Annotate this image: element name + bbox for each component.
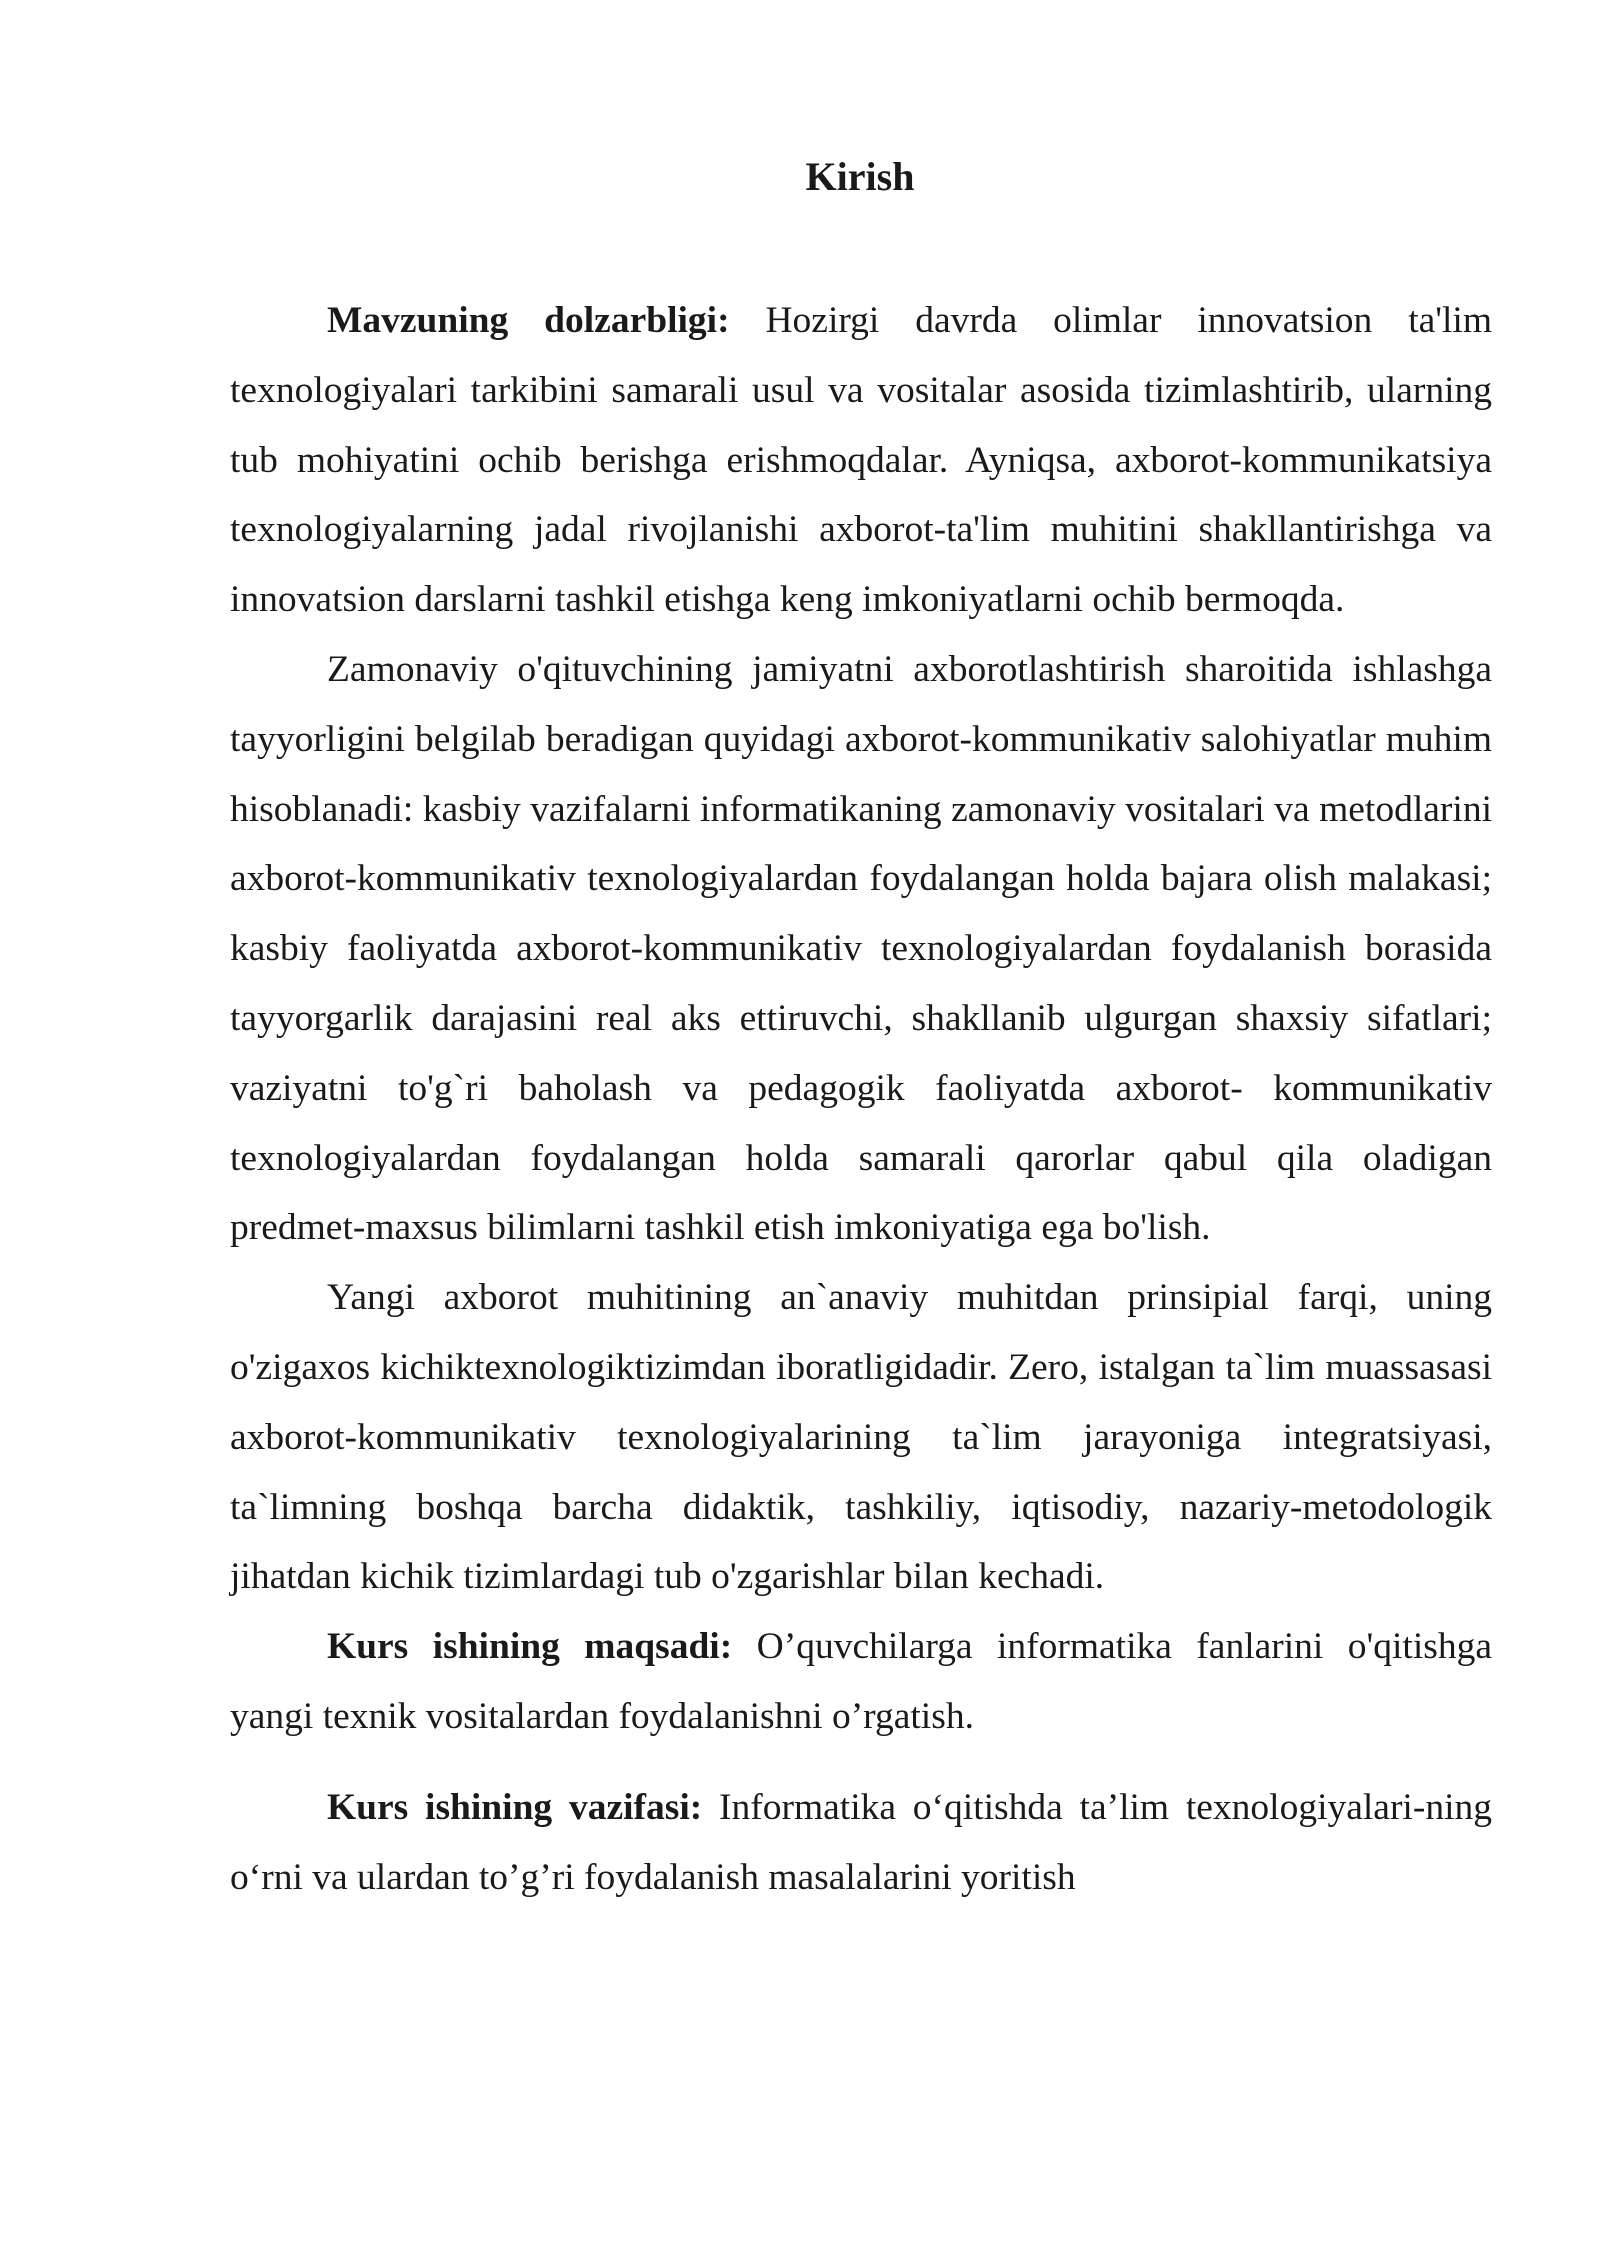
paragraph-lead: Mavzuning dolzarbligi: (327, 300, 730, 341)
paragraph-lead: Kurs ishining maqsadi: (327, 1626, 733, 1668)
paragraph-text: Informatika o‘qitishda ta’lim texnologiyalari-ning o‘rni va ulardan to’g’ri foydalanish masalalarini yoritish (230, 1786, 1493, 1898)
paragraph-text: Zamonaviy o'qituvchining jamiyatni axborotlashtirish sharoitida ishlashga tayyorligini belgilab beradigan quyidagi axborot-kommunikativ salohiyatlar muhim hisoblanadi: kasbiy vazifalarni informatikaning zamonaviy vositalari va metodlarini axborot-kommunikativ texnologiyalardan foydalangan holda bajara olish malakasi; kasbiy faoliyatda axborot-kommunikativ texnologiyalardan foydalanish borasida tayyorgarlik darajasini real aks ettiruvchi, shakllanib ulgurgan shaxsiy sifatlari; vaziyatni to'g`ri baholash va pedagogik faoliyatda axborot- kommunikativ texnologiyalardan foydalangan holda samarali qarorlar qabul qila oladigan predmet-maxsus bilimlarni tashkil etish imkoniyatiga ega bo'lish. (230, 648, 1492, 1249)
page-title: Kirish (805, 154, 915, 199)
paragraph-information-environment (230, 1263, 1492, 1612)
paragraph-course-task (230, 1773, 1492, 1913)
paragraph-text: Hozirgi davrda olimlar innovatsion ta'lim texnologiyalari tarkibini samarali usul va vositalar asosida tizimlashtirib, ularning tub mohiyatini ochib berishga erishmoqdalar. Ayniqsa, axborot-kommunikatsiya texnologiyalarning jadal rivojlanishi axborot-ta'lim muhitini shakllantirishga va innovatsion darslarni tashkil etishga keng imkoniyatlarni ochib bermoqda. (230, 300, 1493, 621)
paragraph-text: O’quvchilarga informatika fanlarini o'qitishga yangi texnik vositalardan foydalanishni o’rgatish. (230, 1626, 1492, 1737)
paragraph-lead: Kurs ishining vazifasi: (327, 1786, 703, 1828)
document-body (230, 286, 1492, 1912)
paragraph-text: Yangi axborot muhitining an`anaviy muhitdan prinsipial farqi, uning o'zigaxos kichiktexnologiktizimdan iboratligidadir. Zero, istalgan ta`lim muassasasi axborot-kommunikativ texnologiyalarining ta`lim jarayoniga integratsiyasi, ta`limning boshqa barcha didaktik, tashkiliy, iqtisodiy, nazariy-metodologik jihatdan kichik tizimlardagi tub o'zgarishlar bilan kechadi. (230, 1277, 1492, 1598)
paragraph-course-goal (230, 1612, 1492, 1752)
paragraph-competencies (230, 635, 1492, 1263)
paragraph-relevance (230, 286, 1492, 635)
